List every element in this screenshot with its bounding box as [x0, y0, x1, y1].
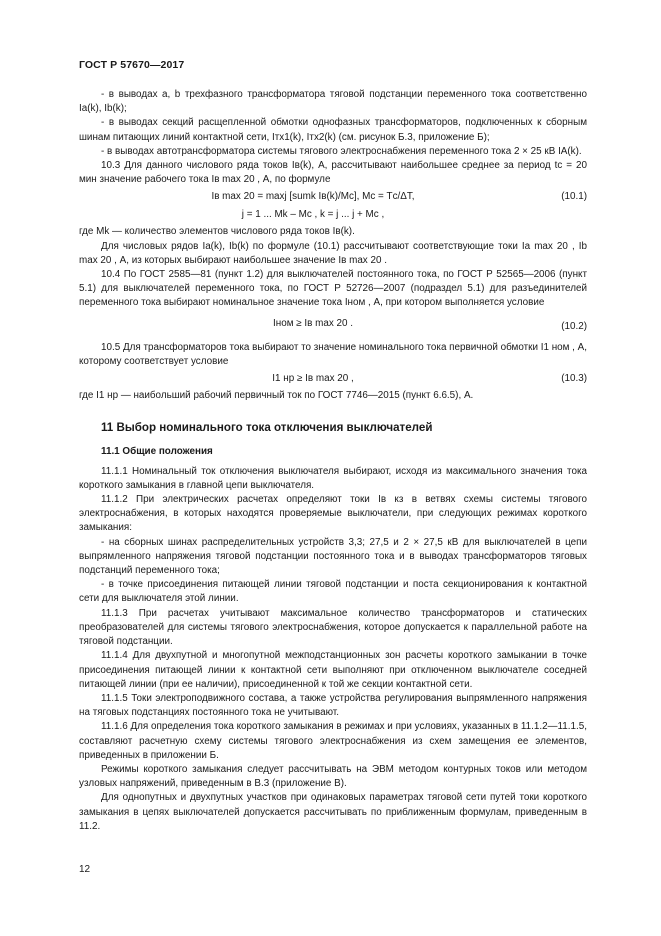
bullet-split-winding — [79, 116, 587, 144]
equation-10-1-range-formula: j = 1 ... Mk – Mс , k = j ... j + Mс , — [241, 209, 385, 221]
bullet-three-phase-transformer-text: - в выводах a, b трехфазного трансформатора тяговой подстанции переменного тока соответственно Iа(k), Ib(k); — [79, 89, 587, 115]
para-10-5-text: 10.5 Для трансформаторов тока выбирают то значение номинального тока первичной обмотки I1 ном , А, которому соответствует условие — [79, 341, 587, 367]
equation-10-1 — [79, 190, 587, 205]
para-10-4-text: 10.4 По ГОСТ 2585—81 (пункт 1.2) для выключателей постоянного тока, по ГОСТ Р 52565—2006 (пункт 5.1) для выключателей переменного тока, по ГОСТ Р 52726—2007 (подраздел 5.1) для разъединителей переменного тока выбирают номинальное значение тока Iном , А, при котором выполняется условие — [79, 269, 587, 309]
para-where-mk — [79, 225, 587, 239]
equation-10-1-number: (10.1) — [561, 191, 587, 203]
para-11-1-3-text: 11.1.3 При расчетах учитывают максимальное количество трансформаторов и статических преобразователей для системы тягового электроснабжения, которое допускается к параллельной работе на тяговой подстанции. — [79, 607, 587, 648]
bullet-autotransformer-text: - в выводах автотрансформатора системы тягового электроснабжения переменного тока 2 × 25 кВ IA(k). — [101, 145, 582, 157]
equation-10-2-number: (10.2) — [561, 320, 587, 332]
bullet-autotransformer — [79, 145, 587, 159]
bullet-feeder-connection — [79, 578, 587, 606]
para-approx-formulas-text: Для однопутных и двухпутных участков при одинаковых параметрах тяговой сети путей токи короткого замыкания в цепях выключателей допускается рассчитывать по приближенным формулам, приведенным в 11.2. — [79, 792, 587, 832]
para-11-1-4-text: 11.1.4 Для двухпутной и многопутной межподстанционных зон расчеты короткого замыкании в точке присоединения питающей линии к контактной сети выполняют при отключенном выключателе соседней питающей линии (при ее наличии), присоединенной к той же секции контактной сети. — [79, 650, 587, 690]
section-11-heading: 11 Выбор номинального тока отключения выключателей — [101, 421, 433, 435]
para-11-1-4 — [79, 649, 587, 692]
equation-10-2 — [79, 317, 587, 341]
para-11-1-2-text: 11.1.2 При электрических расчетах определяют токи Iв кз в ветвях схемы системы тягового электроснабжения, в которых находятся проверяемые выключатели, при следующих режимах короткого замыкания: — [79, 494, 587, 534]
para-11-1-5 — [79, 692, 587, 720]
para-10-3 — [79, 159, 587, 187]
page-number: 12 — [79, 864, 91, 875]
bullet-split-winding-text: - в выводах секций расщепленной обмотки однофазных трансформаторов, подключенных к сборным шинам питающих линий контактной сети, Iтх1(k), Iтх2(k) (см. рисунок Б.3, приложение Б); — [79, 117, 587, 143]
bullet-three-phase-transformer — [79, 88, 587, 116]
para-10-5 — [79, 341, 587, 369]
para-computer-modes-text: Режимы короткого замыкания следует рассчитывать на ЭВМ методом контурных токов или методом узловых напряжений, приведенным в В.3 (приложение В). — [79, 763, 587, 790]
para-11-1-1 — [79, 465, 587, 493]
equation-10-3-number: (10.3) — [561, 373, 587, 385]
equation-10-1-range — [79, 208, 587, 223]
equation-10-1-formula: Iв max 20 = maxj [sumk Iв(k)/Mс], Mс = Tс/ΔT, — [211, 191, 415, 203]
equation-10-2-formula: Iном ≥ Iв max 20 . — [273, 317, 353, 329]
para-numeric-series-text: Для числовых рядов Iа(k), Ib(k) по формуле (10.1) рассчитывают соответствующие токи Ia max 20 , Ib max 20 , А, из которых выбирают наибольшее значение Iв max 20 . — [79, 240, 587, 266]
bullet-busbars-text: - на сборных шинах распределительных устройств 3,3; 27,5 и 2 × 27,5 кВ для выключателей в цепи выпрямленного напряжения тяговой подстанции постоянного тока и в выводах трансформаторов тяговых подстанций переменного тока; — [79, 536, 587, 577]
bullet-busbars — [79, 536, 587, 579]
para-computer-modes — [79, 763, 587, 791]
equation-10-3-formula: I1 нр ≥ Iв max 20 , — [272, 373, 354, 385]
para-numeric-series — [79, 240, 587, 268]
standard-header: ГОСТ Р 57670—2017 — [79, 59, 185, 71]
equation-10-3 — [79, 372, 587, 387]
para-11-1-6 — [79, 720, 587, 763]
para-11-1-2 — [79, 493, 587, 536]
page-content — [79, 88, 587, 834]
para-11-1-5-text: 11.1.5 Токи электроподвижного состава, а также устройства регулирования выпрямленного напряжения на тяговых подстанциях постоянного тока не учитывают. — [79, 692, 587, 719]
para-10-4 — [79, 268, 587, 311]
para-11-1-6-text: 11.1.6 Для определения тока короткого замыкания в режимах и при условиях, указанных в 11.1.2—11.1.5, составляют расчетную схему системы тягового электроснабжения из схем замещения ее элементов, приведенных в приложении Б. — [79, 721, 587, 761]
para-where-i1nr — [79, 389, 587, 403]
para-approx-formulas — [79, 791, 587, 834]
para-10-3-text: 10.3 Для данного числового ряда токов Iв(k), А, рассчитывают наибольшее среднее за период tс = 20 мин значение рабочего тока Iв max 20 , А, по формуле — [79, 160, 587, 186]
para-where-i1nr-text: где I1 нр — наибольший рабочий первичный ток по ГОСТ 7746—2015 (пункт 6.6.5), А. — [79, 390, 474, 402]
para-where-mk-text: где Mk — количество элементов числового ряда токов Iв(k). — [79, 226, 355, 238]
para-11-1-3 — [79, 607, 587, 650]
subsection-11-1-heading: 11.1 Общие положения — [101, 446, 213, 458]
para-11-1-1-text: 11.1.1 Номинальный ток отключения выключателя выбирают, исходя из максимального значения тока короткого замыкания в главной цепи выключателя. — [79, 465, 587, 491]
bullet-feeder-connection-text: - в точке присоединения питающей линии тяговой подстанции и поста секционирования к контактной сети для выключателя этой линии. — [79, 579, 587, 605]
